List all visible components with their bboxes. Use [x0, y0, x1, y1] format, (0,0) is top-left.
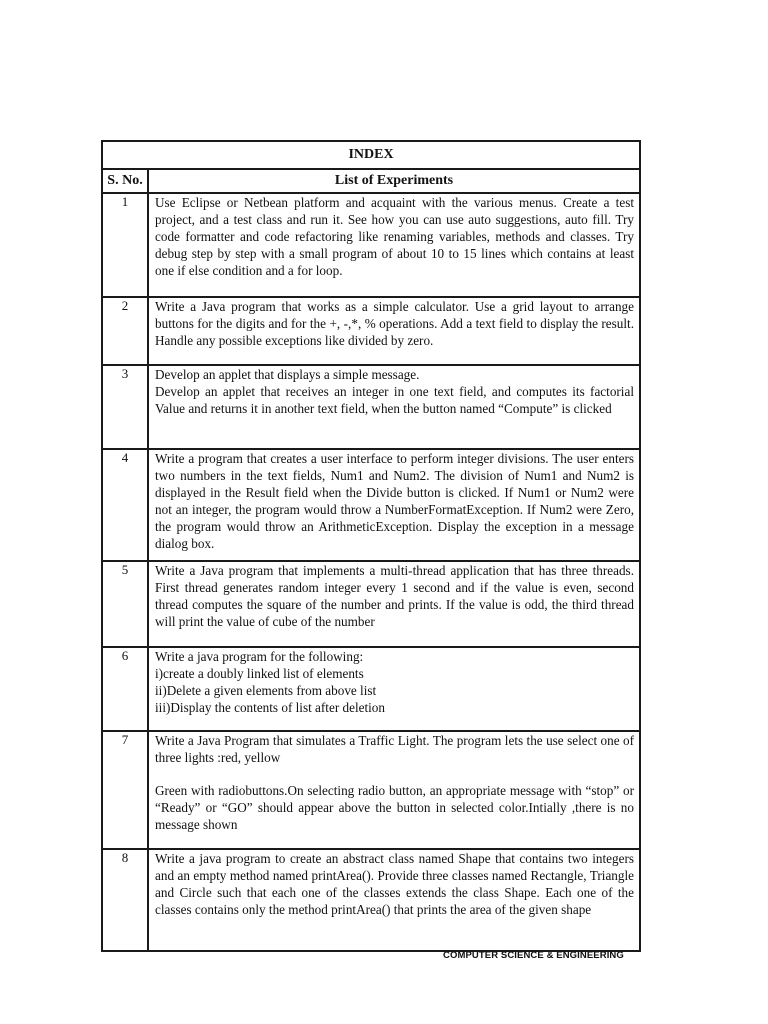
experiment-number: 1	[102, 193, 148, 297]
experiments-header: List of Experiments	[148, 169, 640, 193]
experiment-number: 4	[102, 449, 148, 561]
description-text: Write a Java Program that simulates a Traffic Light. The program lets the use select one of three lights :red, yellow	[155, 733, 634, 765]
experiment-number: 7	[102, 731, 148, 849]
experiment-description	[148, 449, 640, 561]
index-title: INDEX	[102, 141, 640, 169]
experiment-number: 2	[102, 297, 148, 365]
title-row	[102, 141, 640, 169]
description-text: Write a java program to create an abstract class named Shape that contains two integers and an empty method named printArea(). Provide three classes named Rectangle, Triangle and Circle such that each one of the classes extends the class Shape. Each one of the classes contains only the method printArea() that prints the area of the given shape	[155, 851, 634, 917]
description-text: i)create a doubly linked list of elements	[155, 665, 364, 681]
experiment-description	[148, 647, 640, 731]
experiment-row	[102, 449, 640, 561]
experiment-row	[102, 297, 640, 365]
description-text: Write a java program for the following:	[155, 649, 364, 664]
experiment-description	[148, 849, 640, 951]
description-text: Write a Java program that works as a simple calculator. Use a grid layout to arrange buttons for the digits and for the +, -,*, % operations. Add a text field to display the result. Handle any possible exceptions like divided by zero.	[155, 299, 634, 348]
experiment-description	[148, 193, 640, 297]
experiment-description	[148, 297, 640, 365]
experiment-row	[102, 731, 640, 849]
experiment-row	[102, 647, 640, 731]
experiment-description	[148, 561, 640, 647]
description-text: Develop an applet that receives an integer in one text field, and computes its factorial Value and returns it in another text field, when the button named “Compute” is clicked	[155, 383, 634, 416]
experiment-row	[102, 849, 640, 951]
experiment-row	[102, 561, 640, 647]
description-text: Write a program that creates a user interface to perform integer divisions. The user enters two numbers in the text fields, Num1 and Num2. The division of Num1 and Num2 is displayed in the Result field when the Divide button is clicked. If Num1 or Num2 were not an integer, the program would throw a NumberFormatException. If Num2 were Zero, the program would throw an ArithmeticException. Display the exception in a message dialog box.	[155, 451, 634, 551]
description-text: Green with radiobuttons.On selecting radio button, an appropriate message with “stop” or “Ready” or “GO” should appear above the button in selected color.Intially ,there is no message shown	[155, 782, 634, 832]
description-text: Develop an applet that displays a simple message.	[155, 367, 420, 382]
department-footer: COMPUTER SCIENCE & ENGINEERING	[443, 950, 624, 961]
header-row	[102, 169, 640, 193]
experiment-number: 3	[102, 365, 148, 449]
experiment-row	[102, 193, 640, 297]
experiment-description	[148, 365, 640, 449]
experiment-description	[148, 731, 640, 849]
description-text: Write a Java program that implements a multi-thread application that has three threads. First thread generates random integer every 1 second and if the value is even, second thread computes the square of the number and prints. If the value is odd, the third thread will print the value of cube of the number	[155, 563, 634, 629]
paragraph-gap	[155, 767, 634, 783]
experiment-number: 5	[102, 561, 148, 647]
description-text: ii)Delete a given elements from above list	[155, 682, 377, 698]
experiment-number: 6	[102, 647, 148, 731]
experiment-row	[102, 365, 640, 449]
description-text: iii)Display the contents of list after deletion	[155, 699, 385, 715]
index-table	[101, 140, 641, 952]
sno-header: S. No.	[102, 169, 148, 193]
experiment-number: 8	[102, 849, 148, 951]
description-text: Use Eclipse or Netbean platform and acquaint with the various menus. Create a test project, and a test class and run it. See how you can use auto suggestions, auto fill. Try code formatter and code refactoring like renaming variables, methods and classes. Try debug step by step with a small program of about 10 to 15 lines which contains at least one if else condition and a for loop.	[155, 195, 634, 278]
